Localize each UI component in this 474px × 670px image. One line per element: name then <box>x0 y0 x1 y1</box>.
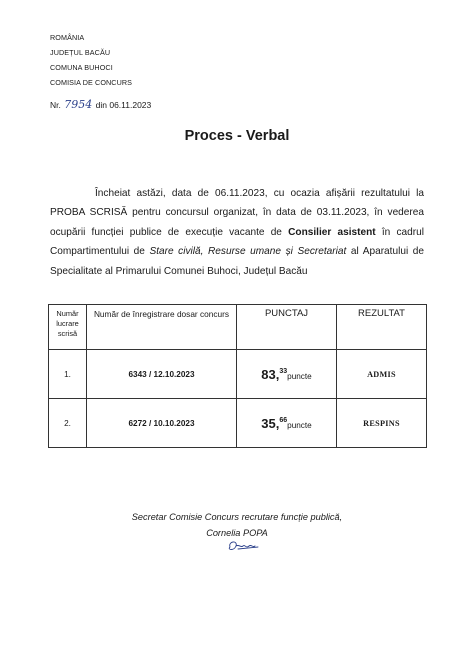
header-cell-dosar: Număr de înregistrare dosar concurs <box>87 305 237 350</box>
score-unit: puncte <box>287 371 312 381</box>
cell-score <box>237 350 337 399</box>
registration-prefix: Nr. <box>50 100 61 110</box>
registration-date: 06.11.2023 <box>109 100 152 110</box>
results-table <box>48 304 427 448</box>
header-line-commission: COMISIA DE CONCURS <box>50 78 133 87</box>
position-name: Consilier asistent <box>288 226 376 238</box>
score-integer: 83, <box>261 366 280 382</box>
cell-number: 2. <box>49 399 87 448</box>
score-value <box>261 367 287 382</box>
header-cell-score: PUNCTAJ <box>237 305 337 350</box>
registration-line <box>50 98 151 111</box>
department-name: Stare civilă, Resurse umane și Secretariat <box>149 246 347 258</box>
score-decimal: 33 <box>279 367 288 375</box>
header-cell-number: Număr lucrare scrisă <box>49 305 87 350</box>
score-unit: puncte <box>287 420 312 430</box>
signatory-name: Cornelia POPA <box>206 528 268 538</box>
registration-separator: din <box>95 100 107 110</box>
cell-number: 1. <box>49 350 87 399</box>
paragraph-part-1: Încheiat astăzi, data de 06.11.2023, cu ocazia afișării rezultatului la PROBA SCRISĂ pentru concursul organizat, în data de 03.11.2023, în vederea ocupării funcției publice de execuție vacante de <box>50 188 424 238</box>
paragraph-part-3: al Aparatului de Specialitate al Primarului Comunei Buhoci, Județul Bacău <box>50 246 424 277</box>
registration-number: 7954 <box>64 98 93 111</box>
cell-dosar: 6272 / 10.10.2023 <box>87 399 237 448</box>
cell-score <box>237 399 337 448</box>
cell-result: ADMIS <box>337 350 427 399</box>
document-paragraph <box>50 184 424 281</box>
score-value <box>261 416 287 431</box>
paragraph-part-2: în cadrul Compartimentului de <box>50 226 424 258</box>
cell-dosar: 6343 / 12.10.2023 <box>87 350 237 399</box>
handwritten-signature <box>224 538 264 554</box>
header-line-county: JUDEȚUL BACĂU <box>50 48 111 57</box>
document-header <box>50 30 132 90</box>
header-line-commune: COMUNA BUHOCI <box>50 63 113 72</box>
header-cell-result: REZULTAT <box>337 305 427 350</box>
cell-result: RESPINS <box>337 399 427 448</box>
document-title: Proces - Verbal <box>184 128 290 144</box>
signatory-role: Secretar Comisie Concurs recrutare funcție publică, <box>131 512 343 522</box>
table-row <box>49 399 427 448</box>
table-row <box>49 350 427 399</box>
score-integer: 35, <box>261 415 280 431</box>
table-header-row <box>49 305 427 350</box>
score-decimal: 66 <box>279 416 288 424</box>
header-line-country: ROMÂNIA <box>50 33 85 42</box>
